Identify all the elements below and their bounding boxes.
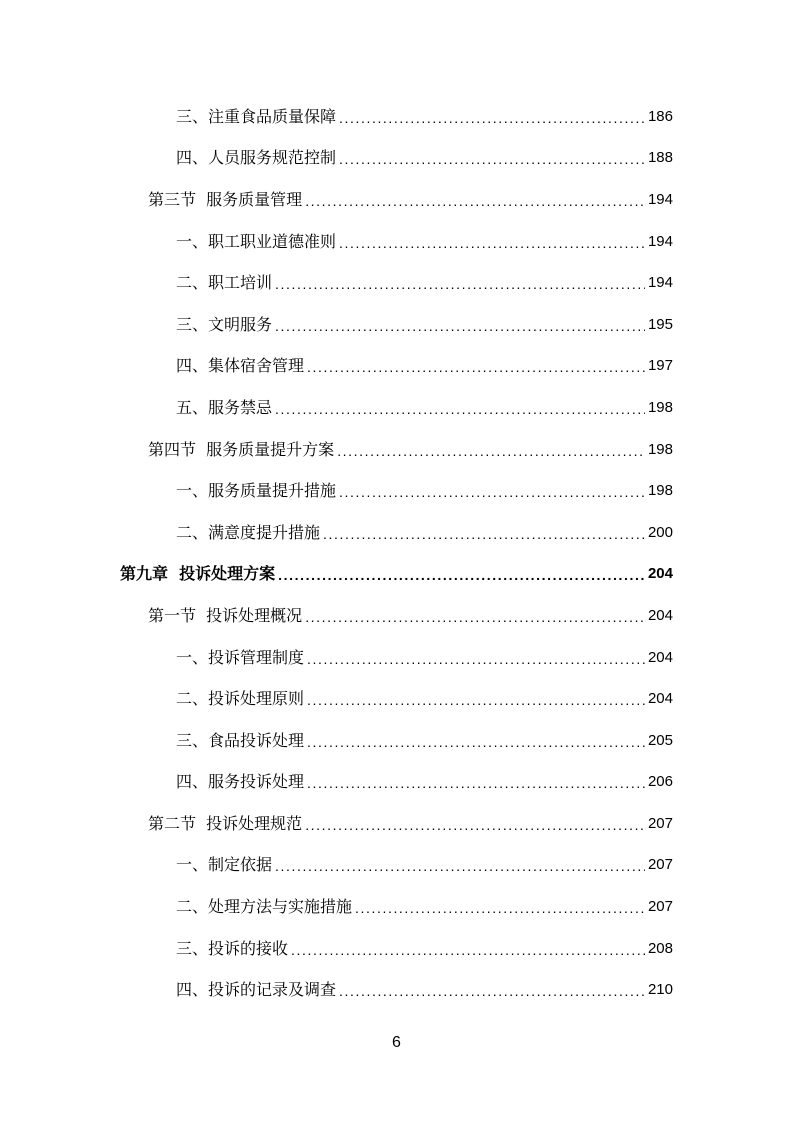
toc-dot-leader	[305, 606, 645, 626]
toc-dot-leader	[291, 939, 645, 959]
toc-section[interactable]	[0, 595, 793, 637]
toc-entry[interactable]	[0, 304, 793, 346]
toc-entry-page: 188	[647, 149, 673, 167]
toc-section-page: 198	[647, 440, 673, 458]
toc-entry[interactable]	[0, 262, 793, 304]
toc-entry-page: 198	[647, 482, 673, 500]
toc-dot-leader	[305, 190, 645, 210]
toc-entry[interactable]	[0, 470, 793, 512]
toc-entry-page: 208	[647, 939, 673, 957]
toc-entry-page: 195	[647, 315, 673, 333]
toc-entry-page: 186	[647, 107, 673, 125]
toc-entry-page: 210	[647, 981, 673, 999]
toc-entry-title: 五、服务禁忌	[176, 397, 273, 417]
toc-dot-leader	[337, 440, 645, 460]
toc-entry[interactable]	[0, 678, 793, 720]
toc-dot-leader	[339, 481, 645, 501]
toc-section-title: 第一节 投诉处理概况	[148, 605, 303, 625]
toc-chapter-page: 204	[647, 565, 673, 583]
toc-entry[interactable]	[0, 845, 793, 887]
toc-section[interactable]	[0, 179, 793, 221]
toc-dot-leader	[339, 232, 645, 252]
toc-entry-title: 二、投诉处理原则	[176, 689, 305, 709]
toc-entry-title: 四、人员服务规范控制	[176, 148, 337, 168]
toc-entry[interactable]	[0, 387, 793, 429]
toc-dot-leader	[305, 814, 645, 834]
toc-entry-page: 204	[647, 648, 673, 666]
toc-entry-title: 二、满意度提升措施	[176, 522, 321, 542]
toc-dot-leader	[275, 398, 645, 418]
toc-entry-title: 四、集体宿舍管理	[176, 356, 305, 376]
toc-section[interactable]	[0, 803, 793, 845]
toc-entry-title: 一、制定依据	[176, 855, 273, 875]
toc-entry-title: 二、职工培训	[176, 273, 273, 293]
toc-entry-page: 206	[647, 773, 673, 791]
toc-entry-title: 一、服务质量提升措施	[176, 481, 337, 501]
toc-entry[interactable]	[0, 346, 793, 388]
toc-entry[interactable]	[0, 96, 793, 138]
toc-entry[interactable]	[0, 928, 793, 970]
toc-dot-leader	[339, 980, 645, 1000]
toc-dot-leader	[307, 731, 645, 751]
toc-entry-title: 四、投诉的记录及调查	[176, 980, 337, 1000]
toc-chapter[interactable]	[0, 554, 793, 596]
toc-section-page: 204	[647, 606, 673, 624]
toc-dot-leader	[355, 897, 645, 917]
toc-entry-page: 204	[647, 690, 673, 708]
toc-entry[interactable]	[0, 762, 793, 804]
toc-section-page: 207	[647, 814, 673, 832]
toc-entry-page: 200	[647, 523, 673, 541]
toc-entry-page: 194	[647, 232, 673, 250]
toc-dot-leader	[307, 689, 645, 709]
toc-entry[interactable]	[0, 512, 793, 554]
toc-entry-page: 207	[647, 898, 673, 916]
toc-section-title: 第三节 服务质量管理	[148, 189, 303, 209]
toc-entry[interactable]	[0, 969, 793, 1011]
toc-dot-leader	[275, 273, 645, 293]
toc-dot-leader	[275, 855, 645, 875]
toc-section-title: 第二节 投诉处理规范	[148, 813, 303, 833]
toc-section-page: 194	[647, 190, 673, 208]
toc-dot-leader	[275, 315, 645, 335]
toc-entry-title: 三、食品投诉处理	[176, 730, 305, 750]
toc-entry-page: 194	[647, 274, 673, 292]
toc-entry-page: 197	[647, 357, 673, 375]
toc-dot-leader	[307, 356, 645, 376]
toc-entry-title: 一、职工职业道德准则	[176, 231, 337, 251]
toc-section-title: 第四节 服务质量提升方案	[148, 439, 335, 459]
toc-entry-title: 三、注重食品质量保障	[176, 106, 337, 126]
toc-dot-leader	[339, 148, 645, 168]
toc-entry[interactable]	[0, 138, 793, 180]
toc-entry-page: 207	[647, 856, 673, 874]
toc-entry[interactable]	[0, 886, 793, 928]
toc-entry[interactable]	[0, 637, 793, 679]
toc-entry-page: 205	[647, 731, 673, 749]
table-of-contents	[0, 96, 793, 1011]
toc-dot-leader	[323, 523, 645, 543]
toc-entry[interactable]	[0, 221, 793, 263]
toc-entry-title: 三、文明服务	[176, 314, 273, 334]
page-number: 6	[392, 1034, 401, 1051]
toc-entry-title: 四、服务投诉处理	[176, 772, 305, 792]
toc-entry-title: 二、处理方法与实施措施	[176, 897, 353, 917]
toc-entry-page: 198	[647, 398, 673, 416]
toc-entry-title: 三、投诉的接收	[176, 938, 289, 958]
toc-chapter-title: 第九章 投诉处理方案	[120, 564, 276, 584]
toc-dot-leader	[278, 564, 645, 584]
toc-dot-leader	[339, 107, 645, 127]
toc-dot-leader	[307, 772, 645, 792]
toc-entry[interactable]	[0, 720, 793, 762]
toc-section[interactable]	[0, 429, 793, 471]
toc-dot-leader	[307, 648, 645, 668]
toc-entry-title: 一、投诉管理制度	[176, 647, 305, 667]
